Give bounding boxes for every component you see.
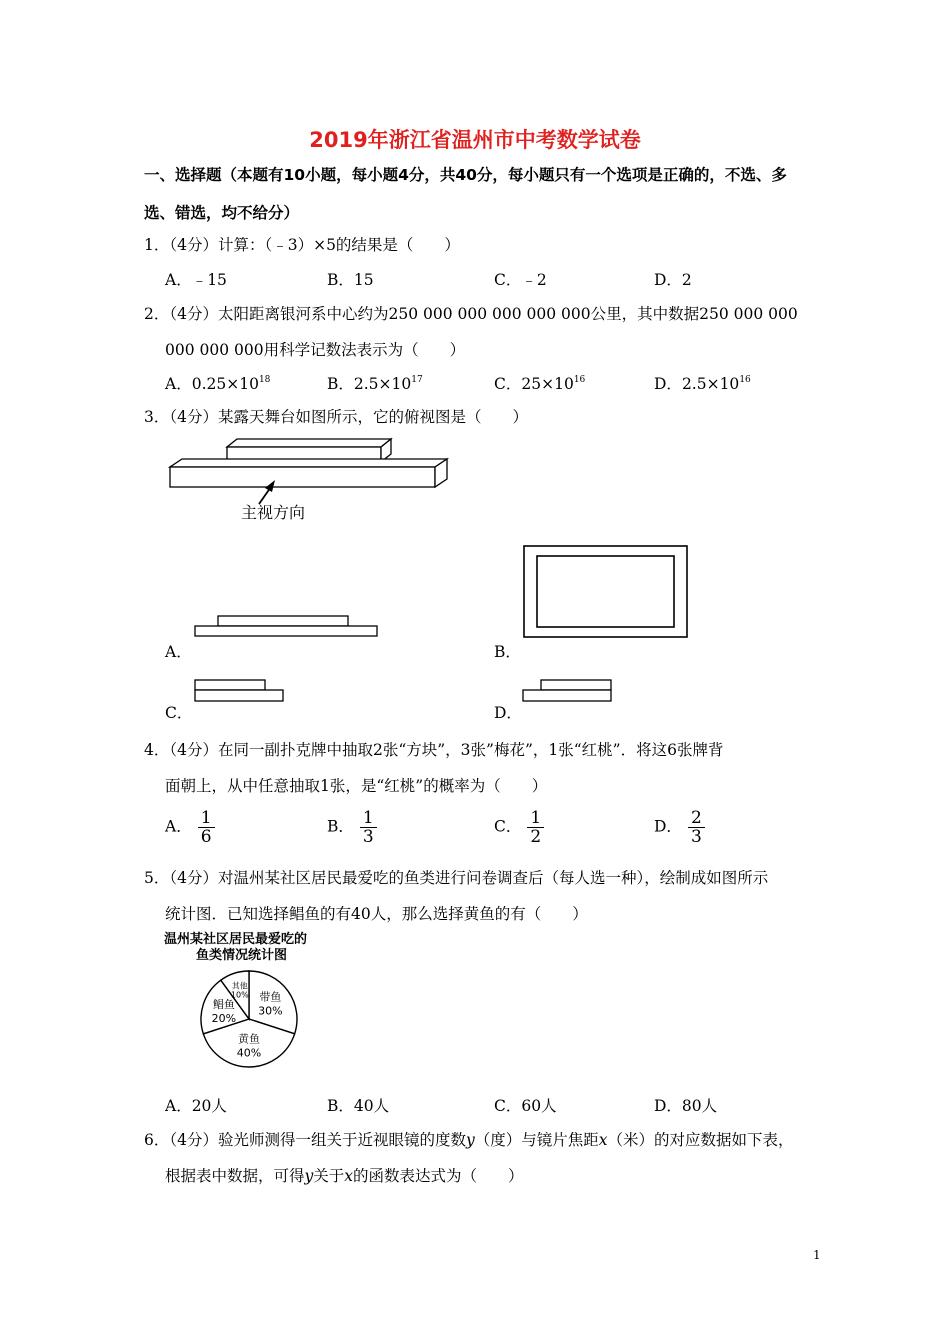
question-4-line1: 4．（4分）在同一副扑克牌中抽取2张“方块”，3张”梅花”，1张“红桃”．将这6张牌背	[144, 741, 724, 759]
pie-label-name: 黄鱼	[238, 1032, 260, 1046]
page-title: 2019年浙江省温州市中考数学试卷	[309, 128, 641, 152]
question-2-line1: 2．（4分）太阳距离银河系中心约为250 000 000 000 000 000公里，其中数据250 000 000	[144, 305, 798, 323]
question-2-line2: 000 000 000用科学记数法表示为（ ）	[165, 341, 466, 359]
fraction-denominator: 6	[200, 827, 212, 847]
q2-option-d	[654, 372, 751, 394]
q4-option-c	[494, 809, 544, 846]
q1-option-a: A．﹣15	[165, 271, 227, 289]
q2-option-b-base: 2.5×10	[353, 375, 412, 393]
q5-option-b: B．40人	[327, 1097, 390, 1115]
q2-option-d-base: 2.5×10	[681, 375, 740, 393]
q4-option-a	[165, 809, 215, 846]
pie-label-percent: 20%	[211, 1011, 237, 1025]
q3-option-d-figure	[522, 678, 614, 704]
q1-option-c: C．﹣2	[494, 271, 547, 289]
q3-c-lower-rect	[195, 690, 283, 701]
q4-option-d	[654, 809, 705, 846]
q6-text-part6: 的函数表达式为（ ）	[353, 1167, 524, 1185]
page-number: 1	[813, 1248, 821, 1262]
q5-option-a: A．20人	[165, 1097, 227, 1115]
pie-label-percent: 40%	[236, 1046, 262, 1060]
q3-d-lower-rect	[523, 690, 611, 701]
q2-option-a-base: 0.25×10	[191, 375, 259, 393]
q6-text-part3: （米）的对应数据如下表，	[607, 1131, 794, 1149]
q3-option-c-figure	[194, 678, 286, 704]
section-header-line2: 选、错选，均不给分）	[144, 204, 300, 222]
q4-option-c-label: C．	[494, 817, 522, 836]
q4-option-a-label: A．	[165, 817, 192, 836]
pie-label-name: 其他	[231, 981, 248, 991]
fraction-denominator: 2	[530, 827, 542, 847]
q2-option-b	[327, 372, 423, 394]
q6-text-part4: 根据表中数据，可得	[165, 1167, 305, 1185]
fraction-numerator: 1	[360, 809, 377, 828]
q6-var-y: y	[465, 1131, 475, 1149]
pie-label-name: 鲳鱼	[212, 997, 235, 1011]
q3-option-d: D．	[494, 704, 522, 722]
q2-option-d-exponent: 16	[739, 375, 751, 385]
fraction-numerator: 2	[688, 809, 705, 828]
q5-option-c: C．60人	[494, 1097, 557, 1115]
q3-b-inner-rect	[537, 556, 674, 627]
q2-option-c-exponent: 16	[573, 375, 586, 385]
q3-option-a-figure	[194, 614, 380, 638]
question-6-line2	[165, 1164, 524, 1186]
q4-option-d-label: D．	[654, 817, 682, 836]
question-5-line1: 5．（4分）对温州某社区居民最爱吃的鱼类进行问卷调查后（每人选一种），绘制成如图所示	[144, 869, 769, 887]
question-5-line2: 统计图．已知选择鲳鱼的有40人，那么选择黄鱼的有（ ）	[165, 905, 588, 923]
q2-option-b-label: B．	[327, 375, 354, 393]
q2-option-a-exponent: 18	[258, 375, 271, 385]
q2-option-d-label: D．	[654, 375, 682, 393]
q3-option-a: A．	[165, 643, 192, 661]
q2-option-a	[165, 372, 270, 394]
pie-label-percent: 30%	[258, 1004, 283, 1018]
pie-chart	[163, 929, 343, 1074]
q6-var-x: x	[344, 1167, 354, 1185]
fraction-denominator: 3	[690, 827, 702, 847]
q3-d-upper-rect	[541, 680, 611, 690]
q4-option-d-fraction	[688, 809, 705, 846]
q3-option-b-figure	[523, 545, 689, 639]
pie-label-percent: 10%	[230, 990, 249, 1000]
q3-a-lower-rect	[195, 626, 377, 636]
q4-option-a-fraction	[198, 809, 215, 846]
q6-text-part5: 关于	[313, 1167, 345, 1185]
q2-option-c-base: 25×10	[521, 375, 574, 393]
q3-option-c: C．	[165, 704, 193, 722]
q4-option-b-fraction	[360, 809, 377, 846]
q6-var-y: y	[304, 1167, 314, 1185]
q3-a-upper-rect	[218, 616, 348, 626]
question-3-text: 3．（4分）某露天舞台如图所示，它的俯视图是（ ）	[144, 408, 528, 426]
q3-c-upper-rect	[195, 680, 265, 690]
stage-base-front	[170, 467, 435, 487]
pie-label-name: 带鱼	[259, 990, 282, 1004]
question-6-line1	[144, 1128, 794, 1150]
q6-var-x: x	[598, 1131, 608, 1149]
stage-base-top-face	[170, 459, 447, 467]
q3-option-b: B．	[494, 643, 521, 661]
chart-title: 温州某社区居民最爱吃的	[164, 932, 308, 947]
view-direction-label: 主视方向	[241, 503, 306, 522]
stage-top-platform-top-face	[227, 439, 391, 447]
fraction-denominator: 3	[362, 827, 374, 847]
q2-option-b-exponent: 17	[411, 375, 423, 385]
q1-option-b: B．15	[327, 271, 374, 289]
fraction-numerator: 1	[527, 809, 544, 828]
q6-text-part1: 6．（4分）验光师测得一组关于近视眼镜的度数	[144, 1131, 466, 1149]
q2-option-c	[494, 372, 585, 394]
question-4-line2: 面朝上，从中任意抽取1张，是“红桃”的概率为（ ）	[165, 777, 548, 795]
q2-option-c-label: C．	[494, 375, 522, 393]
question-1-text: 1．（4分）计算：（﹣3）×5的结果是（ ）	[144, 236, 460, 254]
section-header-line1: 一、选择题（本题有10小题，每小题4分，共40分，每小题只有一个选项是正确的，不选、多	[144, 166, 787, 184]
q1-option-d: D．2	[654, 271, 692, 289]
q4-option-b-label: B．	[327, 817, 354, 836]
q2-option-a-label: A．	[165, 375, 192, 393]
fraction-numerator: 1	[198, 809, 215, 828]
stage-figure	[165, 432, 455, 527]
q4-option-b	[327, 809, 377, 846]
q6-text-part2: （度）与镜片焦距	[474, 1131, 599, 1149]
chart-subtitle: 鱼类情况统计图	[196, 948, 288, 963]
q4-option-c-fraction	[527, 809, 544, 846]
q5-option-d: D．80人	[654, 1097, 718, 1115]
